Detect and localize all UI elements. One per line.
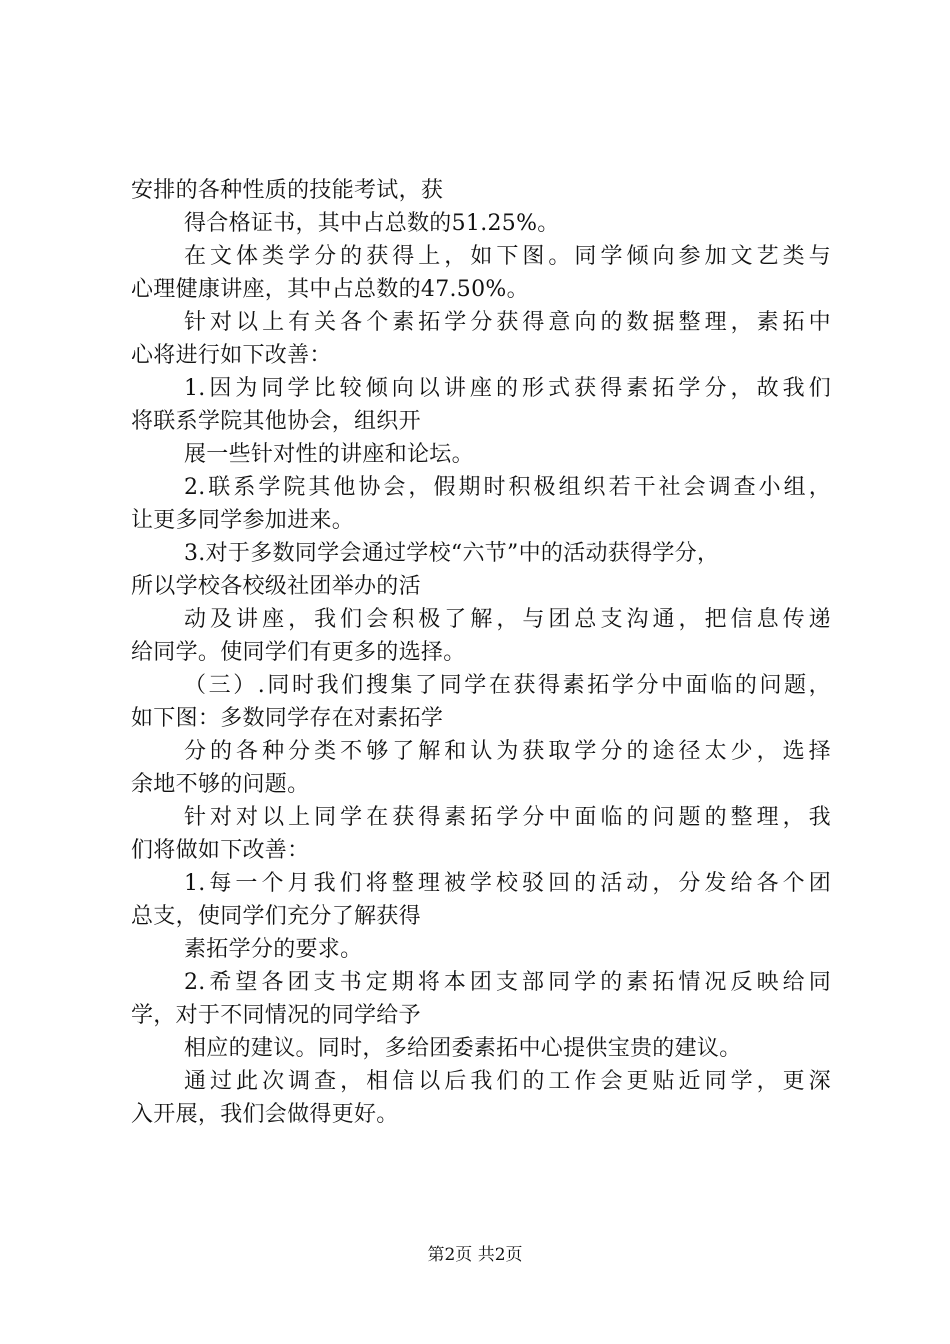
text-line: 安排的各种性质的技能考试，获 [131, 178, 444, 203]
text-line: 心将进行如下改善： [131, 343, 332, 368]
text-line: 给同学。使同学们有更多的选择。 [131, 640, 466, 665]
text-line: （三）.同时我们搜集了同学在获得素拓学分中面临的问题， [184, 673, 831, 698]
text-line: 1.因为同学比较倾向以讲座的形式获得素拓学分，故我们 [184, 376, 831, 401]
text-line: 入开展，我们会做得更好。 [131, 1102, 399, 1127]
text-line: 针对以上有关各个素拓学分获得意向的数据整理，素拓中 [184, 310, 831, 335]
text-line: 3.对于多数同学会通过学校“六节”中的活动获得学分， [184, 541, 720, 566]
text-line: 余地不够的问题。 [131, 772, 310, 797]
text-line: 将联系学院其他协会，组织开 [131, 409, 421, 434]
text-line: 展一些针对性的讲座和论坛。 [184, 442, 474, 467]
text-line: 针对对以上同学在获得素拓学分中面临的问题的整理，我 [184, 805, 831, 830]
text-line: 2.联系学院其他协会，假期时积极组织若干社会调查小组， [184, 475, 831, 500]
text-line: 学，对于不同情况的同学给予 [131, 1003, 421, 1028]
page-footer: 第2页 共2页 [427, 1245, 523, 1265]
text-line: 所以学校各校级社团举办的活 [131, 574, 421, 599]
text-line: 心理健康讲座，其中占总数的47.50%。 [131, 277, 529, 302]
text-line: 在文体类学分的获得上，如下图。同学倾向参加文艺类与 [184, 244, 831, 269]
text-line: 让更多同学参加进来。 [131, 508, 355, 533]
text-line: 2.希望各团支书定期将本团支部同学的素拓情况反映给同 [184, 970, 831, 995]
text-line: 通过此次调查，相信以后我们的工作会更贴近同学，更深 [184, 1069, 831, 1094]
text-line: 1.每一个月我们将整理被学校驳回的活动，分发给各个团 [184, 871, 831, 896]
text-line: 相应的建议。同时，多给团委素拓中心提供宝贵的建议。 [184, 1036, 742, 1061]
text-line: 们将做如下改善： [131, 838, 310, 863]
text-line: 如下图：多数同学存在对素拓学 [131, 706, 444, 731]
text-line: 素拓学分的要求。 [184, 937, 363, 962]
text-line: 总支，使同学们充分了解获得 [131, 904, 421, 929]
text-line: 得合格证书，其中占总数的51.25%。 [184, 211, 560, 236]
body-text [131, 174, 831, 1131]
text-line: 动及讲座，我们会积极了解，与团总支沟通，把信息传递 [184, 607, 831, 632]
text-line: 分的各种分类不够了解和认为获取学分的途径太少，选择 [184, 739, 831, 764]
